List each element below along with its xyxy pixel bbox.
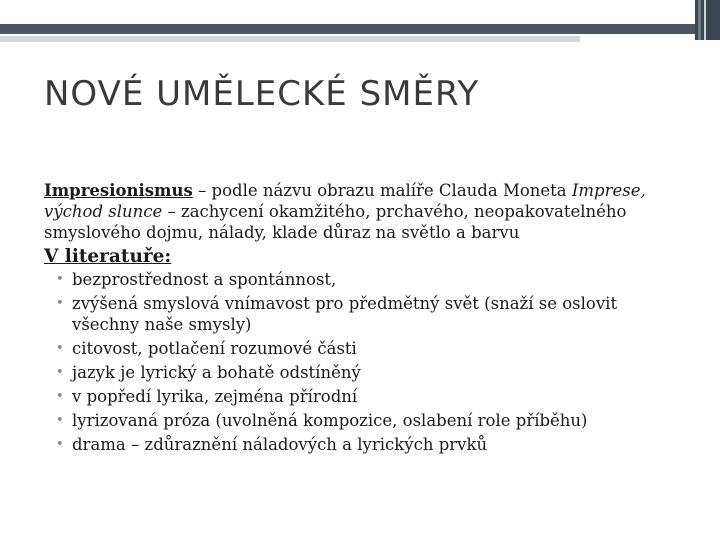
list-item-text: drama – zdůraznění náladových a lyrických prvků [72, 435, 488, 454]
header-light-underline [0, 36, 580, 42]
list-item [44, 362, 664, 383]
list-item [44, 410, 664, 431]
description-text: – zachycení okamžitého, prchavého, neopakovatelného smyslového dojmu, nálady, klade důraz na světlo a barvu [44, 202, 627, 242]
bullet-icon: • [56, 341, 64, 356]
list-item [44, 269, 664, 290]
list-item [44, 338, 664, 359]
decorative-header-bar [0, 0, 720, 40]
intro-paragraph [44, 180, 664, 243]
header-dark-band [0, 24, 695, 34]
slide-title: NOVÉ UMĚLECKÉ SMĚRY [44, 74, 480, 114]
list-item-text: citovost, potlačení rozumové části [72, 339, 357, 358]
bullet-icon: • [56, 272, 64, 287]
list-item-text: zvýšená smyslová vnímavost pro předmětný svět (snaží se oslovit všechny naše smysly) [72, 294, 618, 334]
feature-list [44, 269, 664, 455]
bullet-icon: • [56, 389, 64, 404]
bullet-icon: • [56, 437, 64, 452]
header-stripe [698, 0, 701, 40]
bullet-icon: • [56, 365, 64, 380]
list-item-text: bezprostřednost a spontánnost, [72, 270, 337, 289]
header-stripe-light [704, 0, 706, 40]
slide-body [44, 180, 664, 458]
list-item-text: lyrizovaná próza (uvolněná kompozice, oslabení role příběhu) [72, 411, 588, 430]
bullet-icon: • [56, 296, 64, 311]
list-item [44, 434, 664, 455]
list-item [44, 386, 664, 407]
list-item-text: v popředí lyrika, zejména přírodní [72, 387, 358, 406]
definition-text: – podle názvu obrazu malíře Clauda Moneta [192, 181, 572, 200]
list-item [44, 293, 664, 335]
term-impresionismus: Impresionismus [44, 181, 193, 200]
list-item-text: jazyk je lyrický a bohatě odstíněný [72, 363, 361, 382]
bullet-icon: • [56, 413, 64, 428]
literature-heading: V literatuře: [44, 246, 172, 267]
painting-title: Imprese, východ slunce [44, 181, 646, 221]
